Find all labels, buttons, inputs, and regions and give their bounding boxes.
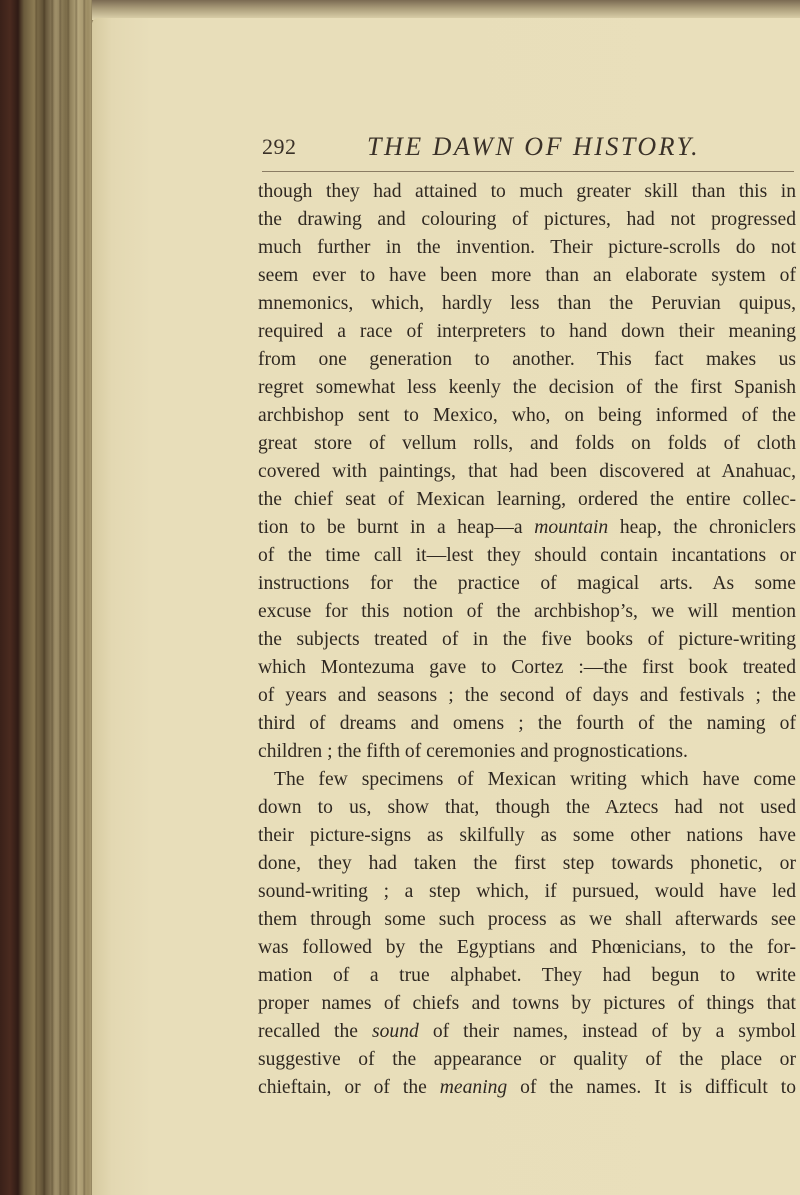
text-line: great store of vellum rolls, and folds on folds of cloth (258, 433, 796, 454)
text-line: children ; the fifth of ceremonies and prognostications. (258, 741, 688, 762)
text-line: seem ever to have been more than an elaborate system of (258, 265, 796, 286)
body-text (258, 178, 796, 1102)
text-run: tion to be burnt in a heap—a (258, 517, 535, 538)
text-line: The few specimens of Mexican writing which have come (274, 769, 796, 790)
text-line: mnemonics, which, hardly less than the Peruvian quipus, (258, 293, 796, 314)
text-run: heap, the chroniclers (608, 517, 796, 538)
text-line: required a race of interpreters to hand down their meaning (258, 321, 796, 342)
page-top-edge (92, 0, 800, 20)
text-line: proper names of chiefs and towns by pictures of things that (258, 993, 796, 1014)
text-line: mation of a true alphabet. They had begun to write (258, 965, 796, 986)
text-line: instructions for the practice of magical arts. As some (258, 573, 796, 594)
header-rule (262, 171, 794, 172)
text-line: the chief seat of Mexican learning, ordered the entire collec- (258, 489, 796, 510)
text-line: archbishop sent to Mexico, who, on being informed of the (258, 405, 796, 426)
text-line: from one generation to another. This fact makes us (258, 349, 796, 370)
text-line: of the time call it—lest they should contain incantations or (258, 545, 796, 566)
text-run: recalled the (258, 1021, 372, 1042)
text-line: them through some such process as we shall afterwards see (258, 909, 796, 930)
text-line: the drawing and colouring of pictures, had not progressed (258, 209, 796, 230)
running-head: THE DAWN OF HISTORY. (367, 132, 701, 161)
text-line: sound-writing ; a step which, if pursued, would have led (258, 881, 796, 902)
italic-word: mountain (534, 517, 609, 538)
text-line: third of dreams and omens ; the fourth of the naming of (258, 713, 796, 734)
text-line: much further in the invention. Their picture-scrolls do not (258, 237, 796, 258)
italic-word: sound (371, 1021, 419, 1042)
text-line: down to us, show that, though the Aztecs had not used (258, 797, 796, 818)
text-line: though they had attained to much greater skill than this in (258, 181, 796, 202)
text-line: regret somewhat less keenly the decision of the first Spanish (258, 377, 796, 398)
text-run: of the names. It is difficult to (507, 1077, 796, 1098)
text-line: of years and seasons ; the second of days and festivals ; the (258, 685, 796, 706)
text-line: their picture-signs as skilfully as some other nations have (258, 825, 796, 846)
text-run: of their names, instead of by a symbol (418, 1021, 796, 1042)
text-line (258, 514, 796, 542)
page-number: 292 (262, 134, 297, 159)
text-line: done, they had taken the first step towards phonetic, or (258, 853, 796, 874)
italic-word: meaning (439, 1077, 508, 1098)
page-header (262, 132, 800, 166)
text-line: which Montezuma gave to Cortez :—the first book treated (258, 657, 796, 678)
text-line (258, 1074, 796, 1102)
text-line: suggestive of the appearance or quality of the place or (258, 1049, 796, 1070)
text-line: covered with paintings, that had been discovered at Anahuac, (258, 461, 796, 482)
text-line: was followed by the Egyptians and Phœnicians, to the for- (258, 937, 796, 958)
text-line: the subjects treated of in the five books of picture-writing (258, 629, 796, 650)
text-line (258, 1018, 796, 1046)
text-run: chieftain, or of the (258, 1077, 440, 1098)
text-line: excuse for this notion of the archbishop’s, we will mention (258, 601, 796, 622)
